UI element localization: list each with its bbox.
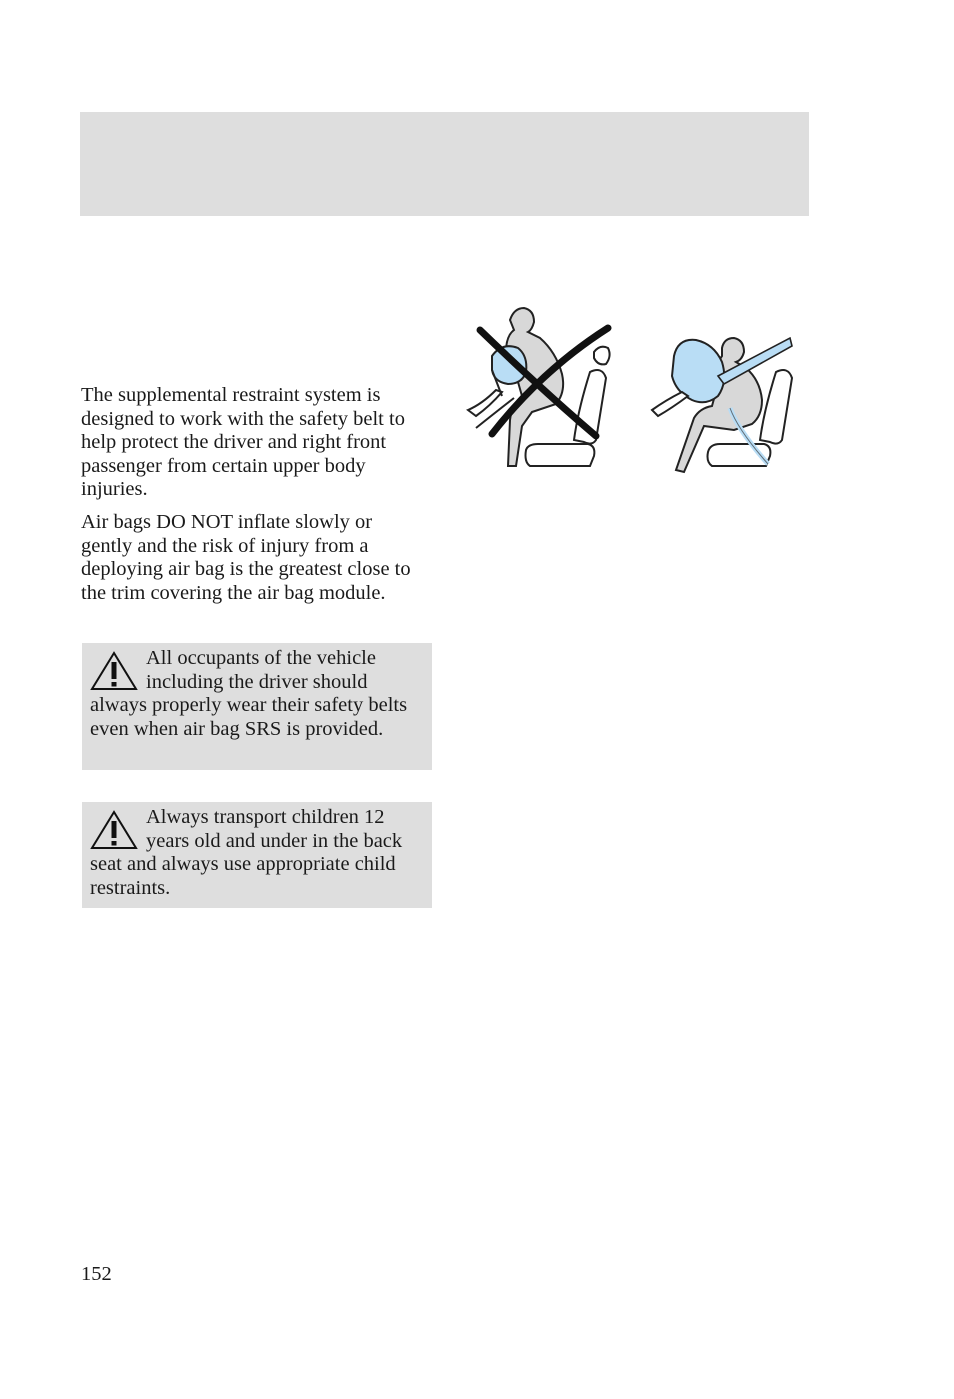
- incorrect-position-figure: [468, 308, 610, 466]
- header-band: [80, 112, 809, 216]
- page-number: 152: [81, 1263, 112, 1285]
- correct-position-figure: [652, 338, 792, 472]
- warning-text-seatbelts: All occupants of the vehicle including the driver should always properly wear their safety belts even when air bag SRS is provided.: [90, 647, 408, 740]
- paragraph-srs-purpose: The supplemental restraint system is designed to work with the safety belt to help protect the driver and right front passenger from certain upper body injuries.: [81, 384, 405, 501]
- warning-text-children: Always transport children 12 years old and under in the back seat and always use appropriate child restraints.: [90, 806, 403, 899]
- warning-triangle-icon: [90, 810, 140, 852]
- warning-box-seatbelts: [82, 643, 432, 770]
- warning-triangle-icon: [90, 651, 140, 693]
- airbag-position-illustration: [462, 300, 812, 480]
- warning-box-children: [82, 802, 432, 908]
- paragraph-airbag-risk: Air bags DO NOT inflate slowly or gently and the risk of injury from a deploying air bag is the greatest close to the trim covering the air bag module.: [81, 511, 411, 604]
